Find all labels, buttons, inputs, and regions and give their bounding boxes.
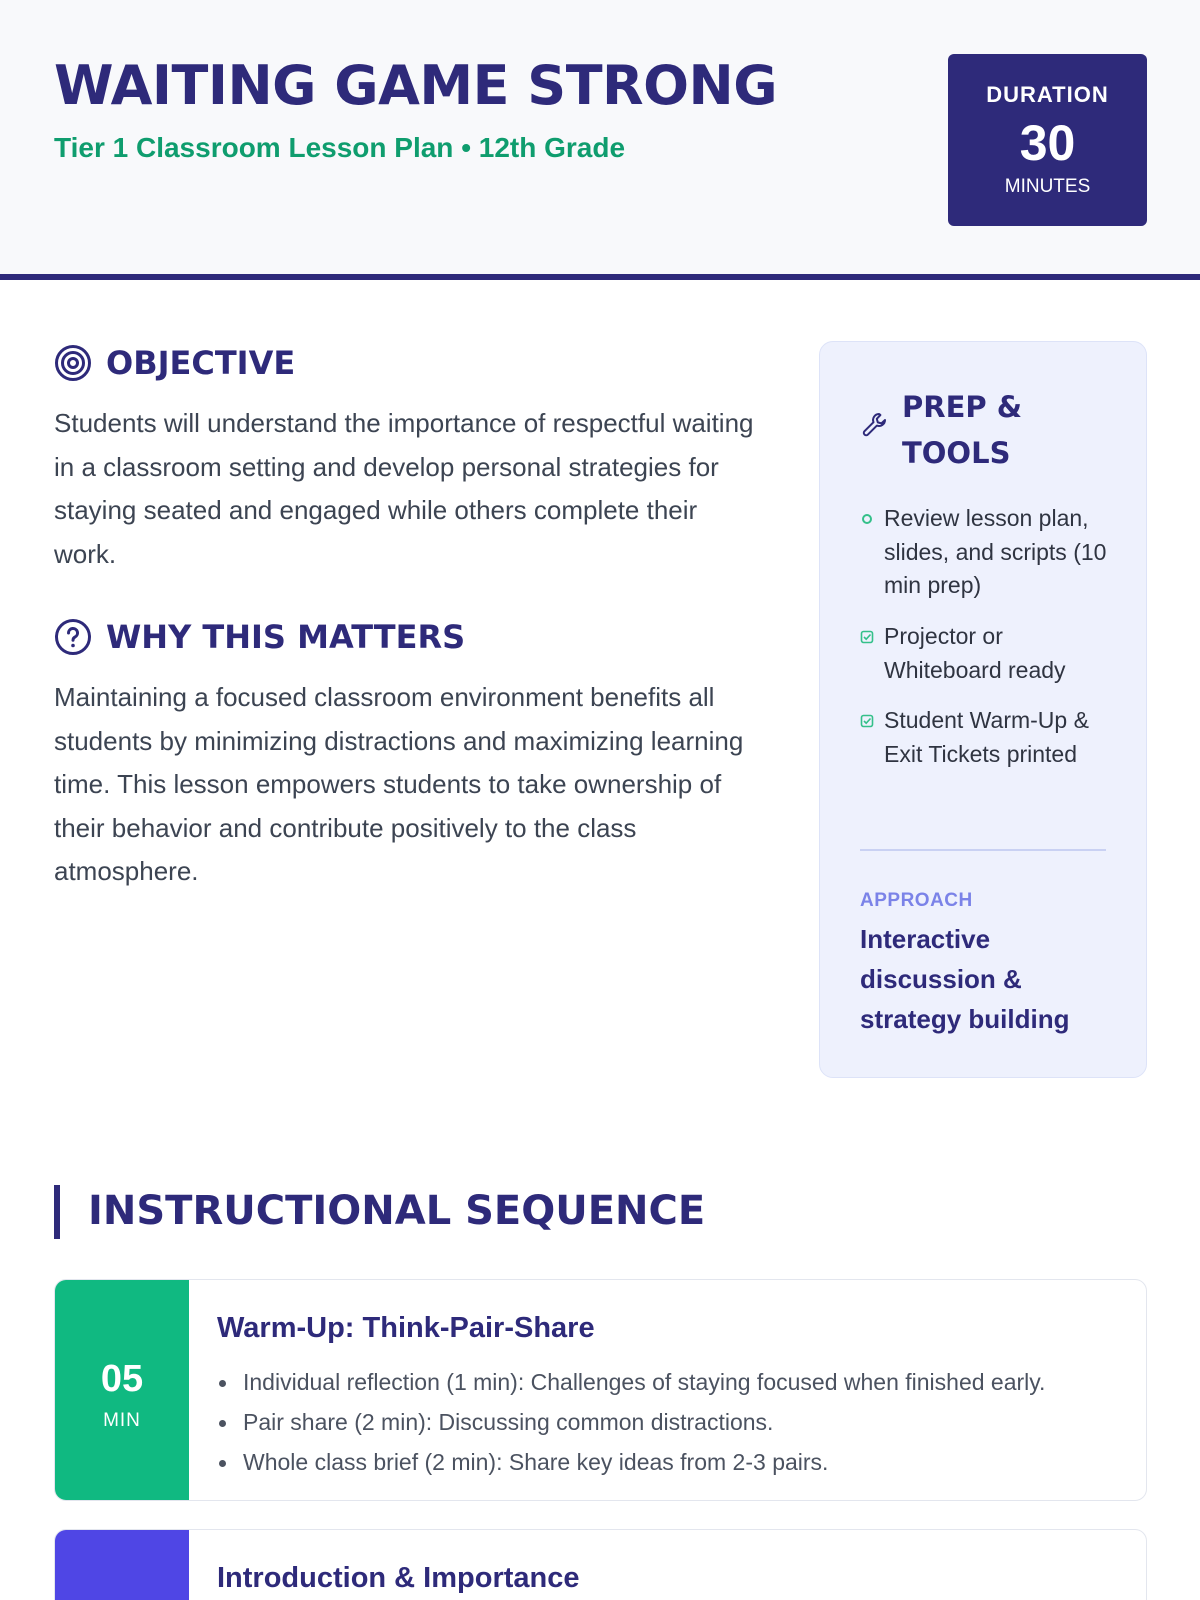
duration-unit: MINUTES (1004, 176, 1091, 197)
objective-text: Students will understand the importance of respectful waiting in a classroom setting and develop personal strategies for staying seated and engaged while others complete their work. (54, 408, 754, 569)
duration-value: 30 (1019, 115, 1076, 171)
page-subtitle: Tier 1 Classroom Lesson Plan • 12th Grade (54, 132, 626, 163)
why-text: Maintaining a focused classroom environment benefits all students by minimizing distractions and maximizing learning time. This lesson empowers students to take ownership of their behavior and contribute positively to the class atmosphere. (54, 682, 744, 886)
step-bullet: Pair share (2 min): Discussing common distractions. (217, 1402, 1045, 1442)
lesson-header (0, 0, 1200, 280)
prep-heading-label: PREP & TOOLS (902, 390, 1023, 470)
objective-heading-label: OBJECTIVE (106, 344, 296, 382)
prep-heading (860, 384, 1082, 476)
step-time-block (55, 1280, 189, 1500)
step-bullet: Individual reflection (1 min): Challenges of staying focused when finished early. (217, 1362, 1045, 1402)
approach-label: APPROACH (860, 890, 973, 911)
duration-label: DURATION (986, 82, 1109, 107)
prep-item (860, 620, 1094, 687)
step-minutes: 05 (100, 1358, 144, 1400)
step-bullet-list (217, 1362, 1045, 1482)
prep-divider (860, 849, 1106, 851)
section-accent-bar (54, 1185, 60, 1239)
duration-badge (948, 54, 1147, 226)
step-time-block (55, 1530, 189, 1600)
sequence-step-card (54, 1279, 1147, 1501)
dot-icon (860, 512, 874, 526)
step-title: Warm-Up: Think-Pair-Share (217, 1312, 595, 1344)
objective-heading (54, 344, 295, 382)
approach-value: Interactive discussion & strategy building (860, 924, 1070, 1034)
check-square-icon (860, 630, 874, 644)
sequence-heading: INSTRUCTIONAL SEQUENCE (88, 1188, 706, 1234)
prep-item (860, 704, 1094, 771)
why-heading (54, 618, 465, 656)
step-minutes-unit: MIN (103, 1410, 141, 1431)
prep-tools-panel (819, 341, 1147, 1078)
check-square-icon (860, 714, 874, 728)
question-circle-icon (54, 618, 92, 656)
target-icon (54, 344, 92, 382)
why-heading-label: WHY THIS MATTERS (106, 618, 466, 656)
page-title: WAITING GAME STRONG (54, 54, 778, 117)
step-bullet: Whole class brief (2 min): Share key ideas from 2-3 pairs. (217, 1442, 1045, 1482)
prep-item-text: Review lesson plan, slides, and scripts (10 min prep) (884, 505, 1107, 598)
prep-item (860, 502, 1114, 603)
wrench-icon (860, 410, 890, 440)
sequence-step-card (54, 1529, 1147, 1600)
step-title: Introduction & Importance (217, 1562, 580, 1594)
prep-item-text: Student Warm-Up & Exit Tickets printed (884, 707, 1089, 767)
prep-item-text: Projector or Whiteboard ready (884, 623, 1066, 683)
